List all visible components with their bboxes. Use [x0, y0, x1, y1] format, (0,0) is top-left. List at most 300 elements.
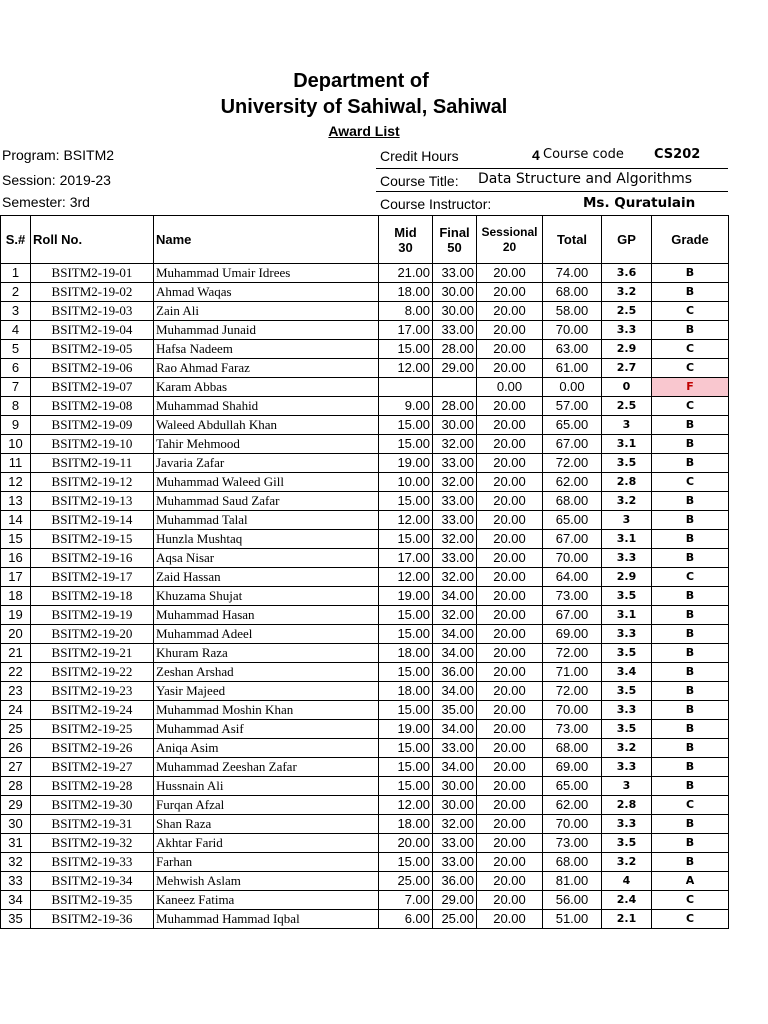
cell-name: Aniqa Asim — [154, 739, 379, 758]
cell-gp: 3.5 — [602, 720, 652, 739]
cell-roll-no: BSITM2-19-08 — [31, 397, 154, 416]
table-row — [1, 625, 729, 644]
cell-sessional: 20.00 — [477, 720, 543, 739]
cell-sessional: 20.00 — [477, 701, 543, 720]
cell-mid: 15.00 — [379, 625, 433, 644]
table-row — [1, 739, 729, 758]
cell-mid: 18.00 — [379, 815, 433, 834]
session-label: Session: 2019-23 — [2, 172, 111, 188]
header-sessional — [477, 216, 543, 264]
cell-roll-no: BSITM2-19-02 — [31, 283, 154, 302]
table-row — [1, 416, 729, 435]
cell-mid: 15.00 — [379, 739, 433, 758]
cell-grade: B — [652, 853, 729, 872]
table-row — [1, 302, 729, 321]
cell-final: 33.00 — [433, 549, 477, 568]
cell-grade: C — [652, 397, 729, 416]
cell-sn: 10 — [1, 435, 31, 454]
cell-sessional: 20.00 — [477, 682, 543, 701]
cell-sessional: 20.00 — [477, 321, 543, 340]
cell-grade: B — [652, 530, 729, 549]
cell-sessional: 20.00 — [477, 416, 543, 435]
cell-total: 56.00 — [543, 891, 602, 910]
header-gp: GP — [602, 216, 652, 264]
cell-total: 68.00 — [543, 492, 602, 511]
cell-sn: 18 — [1, 587, 31, 606]
cell-sessional: 20.00 — [477, 872, 543, 891]
cell-roll-no: BSITM2-19-28 — [31, 777, 154, 796]
cell-final: 30.00 — [433, 283, 477, 302]
cell-mid: 15.00 — [379, 492, 433, 511]
cell-mid: 15.00 — [379, 853, 433, 872]
cell-gp: 3.4 — [602, 663, 652, 682]
cell-roll-no: BSITM2-19-05 — [31, 340, 154, 359]
cell-final: 33.00 — [433, 853, 477, 872]
cell-mid: 17.00 — [379, 549, 433, 568]
cell-final: 30.00 — [433, 416, 477, 435]
cell-mid: 8.00 — [379, 302, 433, 321]
cell-total: 62.00 — [543, 796, 602, 815]
cell-gp: 2.8 — [602, 473, 652, 492]
cell-total: 72.00 — [543, 644, 602, 663]
cell-total: 72.00 — [543, 682, 602, 701]
cell-sessional: 20.00 — [477, 511, 543, 530]
header-sessional-max: 20 — [502, 239, 517, 254]
cell-roll-no: BSITM2-19-04 — [31, 321, 154, 340]
cell-grade: C — [652, 359, 729, 378]
cell-grade: B — [652, 815, 729, 834]
cell-sessional: 20.00 — [477, 739, 543, 758]
cell-gp: 2.1 — [602, 910, 652, 929]
cell-mid: 7.00 — [379, 891, 433, 910]
header-final-label: Final — [439, 224, 470, 240]
cell-total: 68.00 — [543, 853, 602, 872]
cell-gp: 2.5 — [602, 397, 652, 416]
cell-final: 32.00 — [433, 815, 477, 834]
cell-roll-no: BSITM2-19-31 — [31, 815, 154, 834]
cell-name: Muhammad Moshin Khan — [154, 701, 379, 720]
cell-grade: B — [652, 606, 729, 625]
cell-final: 34.00 — [433, 758, 477, 777]
semester-label: Semester: 3rd — [2, 194, 90, 210]
header-mid-max: 30 — [398, 239, 413, 255]
cell-mid: 12.00 — [379, 568, 433, 587]
cell-grade: B — [652, 549, 729, 568]
cell-roll-no: BSITM2-19-19 — [31, 606, 154, 625]
cell-gp: 0 — [602, 378, 652, 397]
cell-grade: C — [652, 796, 729, 815]
cell-grade: B — [652, 644, 729, 663]
department-heading: Department of — [293, 70, 429, 92]
table-row — [1, 264, 729, 283]
cell-gp: 3.3 — [602, 549, 652, 568]
cell-gp: 2.9 — [602, 340, 652, 359]
cell-mid: 15.00 — [379, 435, 433, 454]
cell-grade: A — [652, 872, 729, 891]
cell-name: Farhan — [154, 853, 379, 872]
cell-mid: 18.00 — [379, 644, 433, 663]
cell-final: 34.00 — [433, 720, 477, 739]
table-row — [1, 473, 729, 492]
cell-mid: 20.00 — [379, 834, 433, 853]
cell-name: Muhammad Talal — [154, 511, 379, 530]
cell-sn: 19 — [1, 606, 31, 625]
cell-final: 34.00 — [433, 682, 477, 701]
cell-final: 33.00 — [433, 739, 477, 758]
cell-name: Akhtar Farid — [154, 834, 379, 853]
cell-final: 34.00 — [433, 587, 477, 606]
cell-total: 67.00 — [543, 435, 602, 454]
cell-name: Muhammad Shahid — [154, 397, 379, 416]
cell-grade: B — [652, 264, 729, 283]
cell-total: 57.00 — [543, 397, 602, 416]
cell-name: Muhammad Adeel — [154, 625, 379, 644]
cell-sessional: 20.00 — [477, 283, 543, 302]
cell-sn: 17 — [1, 568, 31, 587]
cell-mid: 19.00 — [379, 587, 433, 606]
header-total: Total — [543, 216, 602, 264]
cell-sessional: 20.00 — [477, 815, 543, 834]
cell-mid: 17.00 — [379, 321, 433, 340]
award-list-label: Award List — [328, 123, 400, 139]
cell-sn: 23 — [1, 682, 31, 701]
cell-gp: 3.3 — [602, 758, 652, 777]
cell-gp: 2.9 — [602, 568, 652, 587]
cell-total: 51.00 — [543, 910, 602, 929]
cell-sn: 33 — [1, 872, 31, 891]
cell-roll-no: BSITM2-19-24 — [31, 701, 154, 720]
cell-gp: 2.5 — [602, 302, 652, 321]
cell-mid: 10.00 — [379, 473, 433, 492]
university-heading: University of Sahiwal, Sahiwal — [220, 96, 508, 118]
cell-name: Furqan Afzal — [154, 796, 379, 815]
cell-roll-no: BSITM2-19-22 — [31, 663, 154, 682]
table-row — [1, 549, 729, 568]
cell-roll-no: BSITM2-19-26 — [31, 739, 154, 758]
cell-grade: F — [652, 378, 729, 397]
cell-final: 33.00 — [433, 511, 477, 530]
cell-total: 63.00 — [543, 340, 602, 359]
cell-roll-no: BSITM2-19-33 — [31, 853, 154, 872]
cell-mid: 15.00 — [379, 663, 433, 682]
cell-gp: 3.3 — [602, 321, 652, 340]
cell-mid: 15.00 — [379, 530, 433, 549]
course-code-label: Course code — [543, 147, 624, 162]
credit-hours-value: 4 — [532, 147, 540, 163]
cell-roll-no: BSITM2-19-21 — [31, 644, 154, 663]
cell-grade: B — [652, 587, 729, 606]
cell-total: 65.00 — [543, 416, 602, 435]
table-row — [1, 321, 729, 340]
cell-final: 32.00 — [433, 473, 477, 492]
cell-mid: 15.00 — [379, 701, 433, 720]
table-row — [1, 777, 729, 796]
cell-name: Zain Ali — [154, 302, 379, 321]
cell-grade: B — [652, 777, 729, 796]
table-row — [1, 359, 729, 378]
cell-mid: 6.00 — [379, 910, 433, 929]
cell-final: 32.00 — [433, 435, 477, 454]
cell-gp: 3.5 — [602, 587, 652, 606]
cell-sn: 3 — [1, 302, 31, 321]
cell-grade: B — [652, 454, 729, 473]
cell-gp: 3 — [602, 416, 652, 435]
cell-total: 68.00 — [543, 739, 602, 758]
cell-sessional: 20.00 — [477, 834, 543, 853]
cell-final: 35.00 — [433, 701, 477, 720]
cell-grade: B — [652, 739, 729, 758]
cell-roll-no: BSITM2-19-07 — [31, 378, 154, 397]
cell-sn: 30 — [1, 815, 31, 834]
cell-roll-no: BSITM2-19-34 — [31, 872, 154, 891]
cell-sn: 29 — [1, 796, 31, 815]
cell-mid: 18.00 — [379, 682, 433, 701]
cell-gp: 3.5 — [602, 682, 652, 701]
cell-final: 36.00 — [433, 663, 477, 682]
cell-roll-no: BSITM2-19-25 — [31, 720, 154, 739]
cell-name: Rao Ahmad Faraz — [154, 359, 379, 378]
cell-sessional: 20.00 — [477, 777, 543, 796]
cell-name: Hafsa Nadeem — [154, 340, 379, 359]
header-final — [433, 216, 477, 264]
cell-roll-no: BSITM2-19-11 — [31, 454, 154, 473]
cell-roll-no: BSITM2-19-27 — [31, 758, 154, 777]
cell-sessional: 20.00 — [477, 359, 543, 378]
cell-grade: B — [652, 720, 729, 739]
cell-sn: 11 — [1, 454, 31, 473]
table-row — [1, 758, 729, 777]
cell-total: 70.00 — [543, 549, 602, 568]
cell-gp: 3.3 — [602, 701, 652, 720]
cell-grade: C — [652, 910, 729, 929]
cell-roll-no: BSITM2-19-36 — [31, 910, 154, 929]
award-list-heading — [0, 123, 728, 139]
cell-name: Kaneez Fatima — [154, 891, 379, 910]
table-row — [1, 796, 729, 815]
cell-final: 28.00 — [433, 340, 477, 359]
table-header-row — [1, 216, 729, 264]
cell-gp: 3.5 — [602, 834, 652, 853]
cell-roll-no: BSITM2-19-23 — [31, 682, 154, 701]
program-label: Program: BSITM2 — [2, 147, 115, 163]
cell-sessional: 20.00 — [477, 891, 543, 910]
cell-sessional: 20.00 — [477, 492, 543, 511]
table-row — [1, 587, 729, 606]
table-row — [1, 891, 729, 910]
cell-sn: 5 — [1, 340, 31, 359]
cell-name: Hunzla Mushtaq — [154, 530, 379, 549]
cell-mid: 25.00 — [379, 872, 433, 891]
cell-name: Muhammad Saud Zafar — [154, 492, 379, 511]
cell-roll-no: BSITM2-19-12 — [31, 473, 154, 492]
table-row — [1, 454, 729, 473]
cell-sessional: 20.00 — [477, 910, 543, 929]
cell-total: 0.00 — [543, 378, 602, 397]
cell-gp: 3.2 — [602, 492, 652, 511]
cell-name: Waleed Abdullah Khan — [154, 416, 379, 435]
cell-name: Mehwish Aslam — [154, 872, 379, 891]
cell-final: 32.00 — [433, 606, 477, 625]
cell-grade: B — [652, 492, 729, 511]
cell-total: 58.00 — [543, 302, 602, 321]
table-row — [1, 511, 729, 530]
cell-gp: 3.1 — [602, 606, 652, 625]
cell-mid: 9.00 — [379, 397, 433, 416]
header-roll: Roll No. — [31, 216, 154, 264]
cell-mid: 12.00 — [379, 796, 433, 815]
cell-final: 30.00 — [433, 777, 477, 796]
cell-gp: 3.2 — [602, 739, 652, 758]
cell-sessional: 20.00 — [477, 758, 543, 777]
cell-grade: B — [652, 416, 729, 435]
table-row — [1, 435, 729, 454]
cell-mid: 15.00 — [379, 777, 433, 796]
cell-total: 67.00 — [543, 606, 602, 625]
cell-grade: C — [652, 302, 729, 321]
cell-grade: C — [652, 473, 729, 492]
cell-mid: 21.00 — [379, 264, 433, 283]
cell-total: 73.00 — [543, 587, 602, 606]
cell-name: Shan Raza — [154, 815, 379, 834]
table-row — [1, 397, 729, 416]
cell-final: 25.00 — [433, 910, 477, 929]
cell-total: 70.00 — [543, 321, 602, 340]
table-row — [1, 340, 729, 359]
cell-sessional: 20.00 — [477, 473, 543, 492]
cell-roll-no: BSITM2-19-16 — [31, 549, 154, 568]
cell-roll-no: BSITM2-19-03 — [31, 302, 154, 321]
cell-total: 67.00 — [543, 530, 602, 549]
cell-final: 36.00 — [433, 872, 477, 891]
cell-sn: 1 — [1, 264, 31, 283]
cell-grade: B — [652, 834, 729, 853]
cell-grade: C — [652, 568, 729, 587]
cell-roll-no: BSITM2-19-18 — [31, 587, 154, 606]
cell-gp: 3.1 — [602, 435, 652, 454]
cell-total: 68.00 — [543, 283, 602, 302]
cell-roll-no: BSITM2-19-32 — [31, 834, 154, 853]
cell-grade: B — [652, 701, 729, 720]
cell-sessional: 20.00 — [477, 663, 543, 682]
cell-total: 70.00 — [543, 701, 602, 720]
header-sessional-label: Sessional — [481, 224, 538, 239]
course-instructor-label: Course Instructor: — [380, 196, 492, 212]
cell-sessional: 20.00 — [477, 397, 543, 416]
cell-final: 34.00 — [433, 644, 477, 663]
cell-sn: 32 — [1, 853, 31, 872]
course-instructor-value: Ms. Quratulain — [583, 195, 696, 211]
cell-mid: 12.00 — [379, 511, 433, 530]
course-title-value: Data Structure and Algorithms — [478, 171, 693, 187]
cell-sessional: 20.00 — [477, 264, 543, 283]
cell-sessional: 20.00 — [477, 568, 543, 587]
cell-sessional: 20.00 — [477, 853, 543, 872]
table-row — [1, 701, 729, 720]
cell-roll-no: BSITM2-19-13 — [31, 492, 154, 511]
table-row — [1, 283, 729, 302]
info-divider-1 — [376, 168, 728, 169]
cell-name: Muhammad Junaid — [154, 321, 379, 340]
cell-roll-no: BSITM2-19-15 — [31, 530, 154, 549]
cell-total: 73.00 — [543, 720, 602, 739]
cell-roll-no: BSITM2-19-09 — [31, 416, 154, 435]
cell-sn: 9 — [1, 416, 31, 435]
table-row — [1, 815, 729, 834]
cell-sn: 25 — [1, 720, 31, 739]
cell-sn: 28 — [1, 777, 31, 796]
cell-gp: 3.3 — [602, 815, 652, 834]
cell-gp: 2.7 — [602, 359, 652, 378]
cell-final: 32.00 — [433, 530, 477, 549]
cell-final: 33.00 — [433, 321, 477, 340]
cell-roll-no: BSITM2-19-20 — [31, 625, 154, 644]
cell-sn: 31 — [1, 834, 31, 853]
cell-mid: 19.00 — [379, 720, 433, 739]
award-table — [0, 215, 729, 929]
cell-final: 33.00 — [433, 264, 477, 283]
cell-name: Yasir Majeed — [154, 682, 379, 701]
cell-total: 73.00 — [543, 834, 602, 853]
cell-mid: 12.00 — [379, 359, 433, 378]
cell-name: Khuzama Shujat — [154, 587, 379, 606]
cell-total: 69.00 — [543, 625, 602, 644]
cell-grade: B — [652, 682, 729, 701]
cell-roll-no: BSITM2-19-30 — [31, 796, 154, 815]
cell-grade: C — [652, 891, 729, 910]
cell-sn: 8 — [1, 397, 31, 416]
cell-sn: 2 — [1, 283, 31, 302]
cell-grade: B — [652, 663, 729, 682]
cell-sessional: 20.00 — [477, 302, 543, 321]
cell-mid: 15.00 — [379, 416, 433, 435]
cell-final: 34.00 — [433, 625, 477, 644]
cell-name: Javaria Zafar — [154, 454, 379, 473]
table-row — [1, 644, 729, 663]
cell-grade: B — [652, 435, 729, 454]
cell-name: Muhammad Waleed Gill — [154, 473, 379, 492]
cell-grade: B — [652, 283, 729, 302]
cell-gp: 2.8 — [602, 796, 652, 815]
table-row — [1, 910, 729, 929]
cell-roll-no: BSITM2-19-06 — [31, 359, 154, 378]
cell-total: 65.00 — [543, 777, 602, 796]
cell-roll-no: BSITM2-19-35 — [31, 891, 154, 910]
cell-final: 28.00 — [433, 397, 477, 416]
cell-sn: 4 — [1, 321, 31, 340]
cell-grade: B — [652, 511, 729, 530]
cell-total: 62.00 — [543, 473, 602, 492]
table-row — [1, 872, 729, 891]
cell-total: 61.00 — [543, 359, 602, 378]
cell-gp: 3.2 — [602, 853, 652, 872]
cell-gp: 3.5 — [602, 454, 652, 473]
cell-sessional: 0.00 — [477, 378, 543, 397]
cell-grade: B — [652, 625, 729, 644]
cell-final: 29.00 — [433, 359, 477, 378]
cell-total: 72.00 — [543, 454, 602, 473]
cell-sn: 15 — [1, 530, 31, 549]
cell-sn: 7 — [1, 378, 31, 397]
cell-name: Aqsa Nisar — [154, 549, 379, 568]
info-divider-2 — [376, 191, 728, 192]
cell-gp: 3.1 — [602, 530, 652, 549]
cell-mid — [379, 378, 433, 397]
cell-total: 69.00 — [543, 758, 602, 777]
table-row — [1, 853, 729, 872]
cell-sessional: 20.00 — [477, 454, 543, 473]
cell-gp: 3.6 — [602, 264, 652, 283]
cell-name: Muhammad Asif — [154, 720, 379, 739]
